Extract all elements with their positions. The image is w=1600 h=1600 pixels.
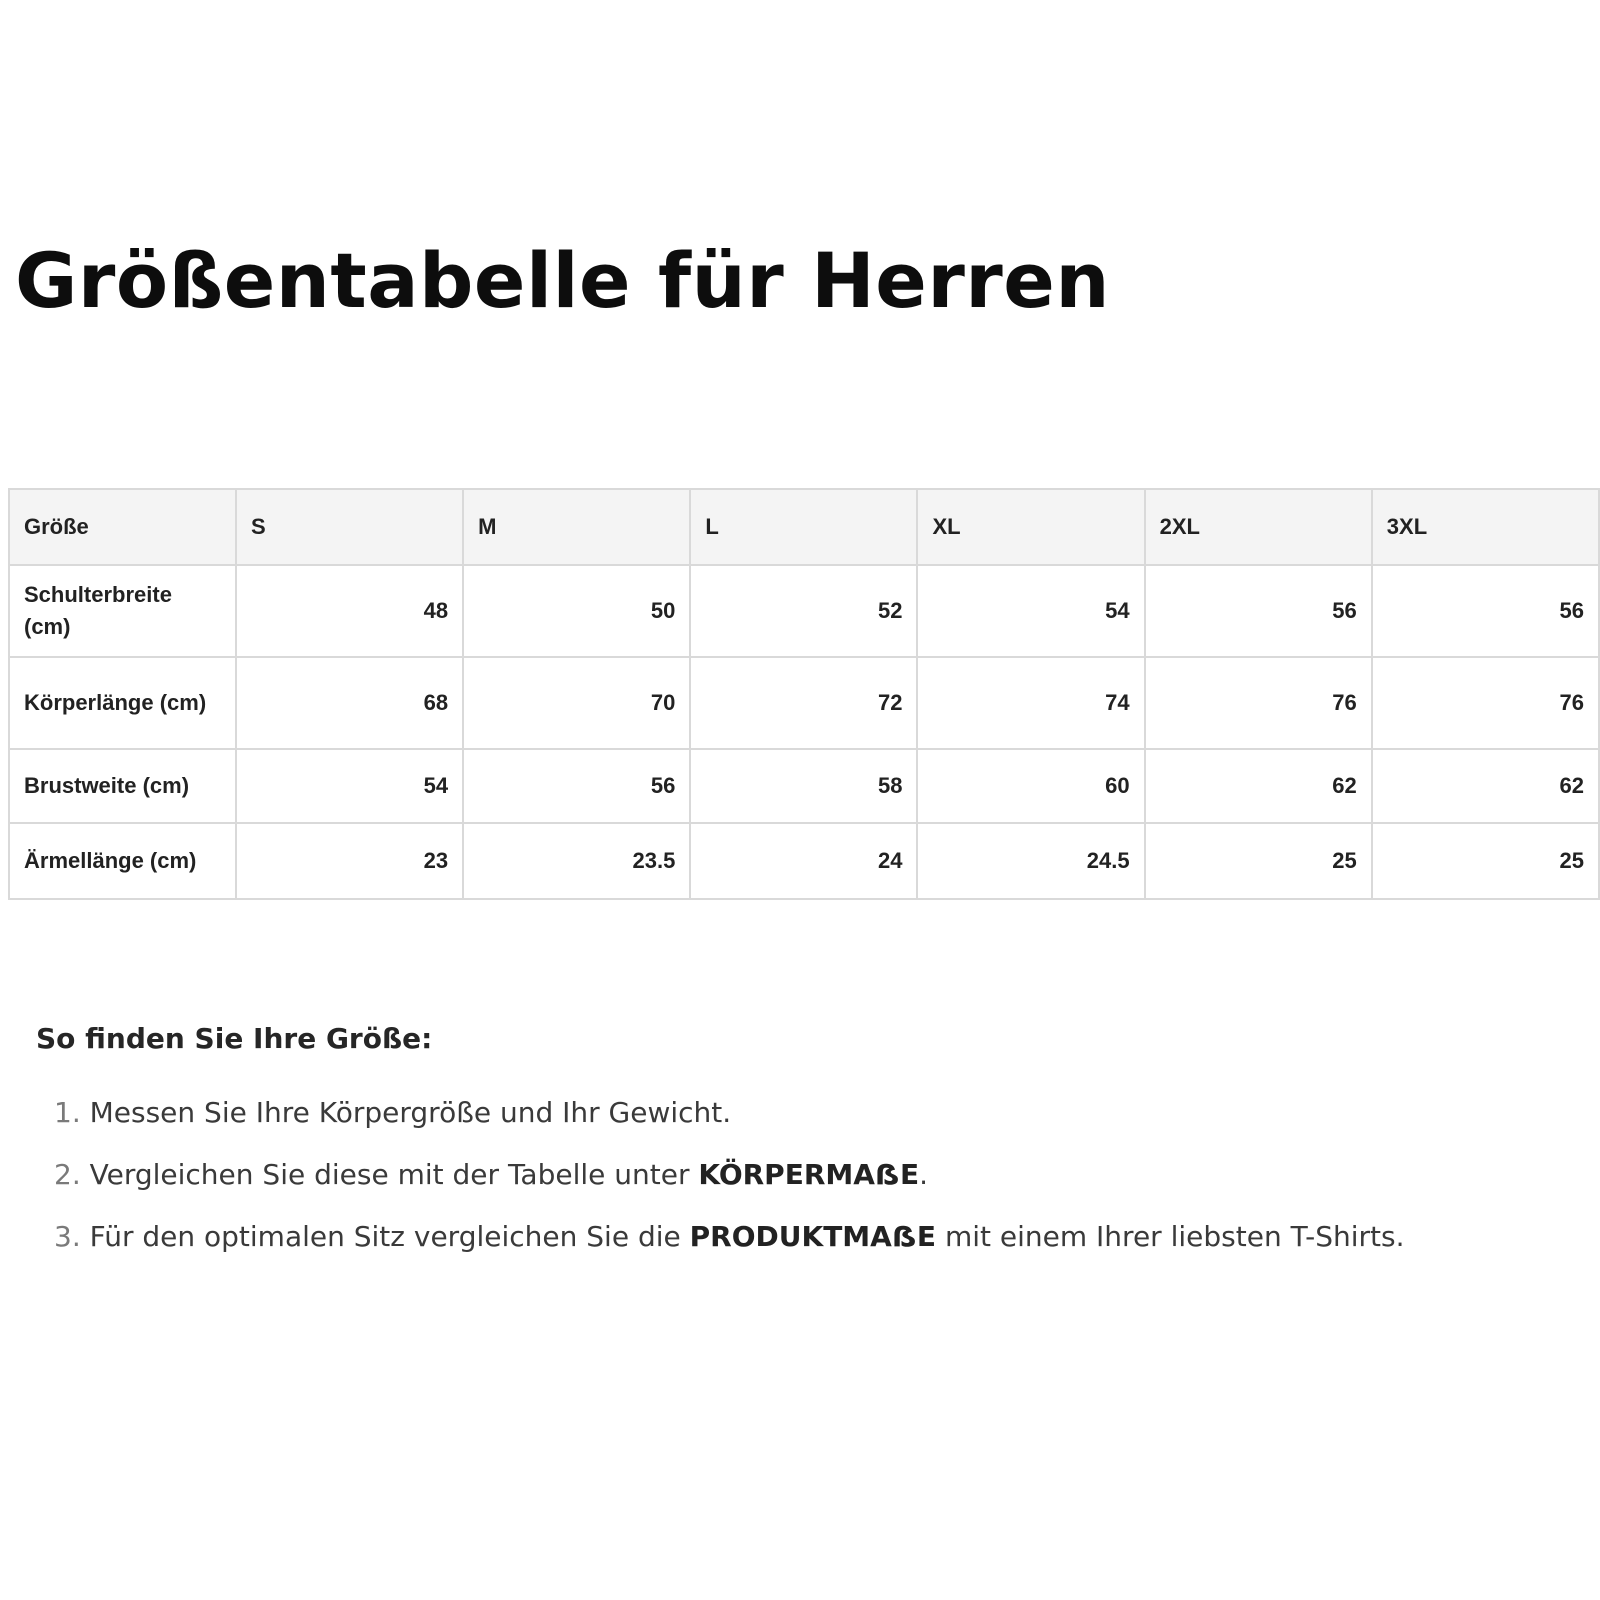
header-size-m: M [463, 489, 690, 565]
table-cell: 50 [463, 565, 690, 657]
table-cell: 70 [463, 657, 690, 749]
table-cell: 76 [1145, 657, 1372, 749]
table-header-row [9, 489, 1599, 565]
header-size-s: S [236, 489, 463, 565]
table-row-shoulder-width [9, 565, 1599, 657]
table-cell: 76 [1372, 657, 1599, 749]
step-number: 2. [54, 1158, 81, 1191]
table-row-sleeve-length [9, 823, 1599, 899]
table-cell: 23 [236, 823, 463, 899]
guide-heading: So finden Sie Ihre Größe: [36, 1022, 433, 1055]
table-cell: 56 [463, 749, 690, 823]
table-cell: 25 [1145, 823, 1372, 899]
table-cell: 74 [917, 657, 1144, 749]
table-cell: 52 [690, 565, 917, 657]
header-size-3xl: 3XL [1372, 489, 1599, 565]
step-text-end: mit einem Ihrer liebsten T-Shirts. [936, 1220, 1405, 1253]
header-size-l: L [690, 489, 917, 565]
guide-steps-list [54, 1096, 1405, 1282]
table-cell: 62 [1145, 749, 1372, 823]
table-cell: 23.5 [463, 823, 690, 899]
header-size-2xl: 2XL [1145, 489, 1372, 565]
header-size-label: Größe [9, 489, 236, 565]
guide-step [54, 1096, 1405, 1158]
page-title: Größentabelle für Herren [15, 236, 1110, 325]
size-table [8, 488, 1600, 900]
step-text-end: . [919, 1158, 929, 1191]
table-cell: 72 [690, 657, 917, 749]
table-cell: 56 [1145, 565, 1372, 657]
step-text: Vergleichen Sie diese mit der Tabelle unter [89, 1158, 699, 1191]
table-cell: 56 [1372, 565, 1599, 657]
table-cell: 60 [917, 749, 1144, 823]
table-cell: 54 [917, 565, 1144, 657]
step-number: 3. [54, 1220, 81, 1253]
step-text: Messen Sie Ihre Körpergröße und Ihr Gewicht. [89, 1096, 732, 1129]
table-cell: 48 [236, 565, 463, 657]
table-cell: 62 [1372, 749, 1599, 823]
header-size-xl: XL [917, 489, 1144, 565]
table-cell: 54 [236, 749, 463, 823]
table-cell: 25 [1372, 823, 1599, 899]
step-text: Für den optimalen Sitz vergleichen Sie die [89, 1220, 690, 1253]
guide-step [54, 1220, 1405, 1282]
step-emphasis: PRODUKTMAẞE [689, 1220, 937, 1253]
table-row-body-length [9, 657, 1599, 749]
table-cell: 24 [690, 823, 917, 899]
table-row-chest-width [9, 749, 1599, 823]
row-label: Körperlänge (cm) [9, 657, 236, 749]
row-label: Brustweite (cm) [9, 749, 236, 823]
table-cell: 58 [690, 749, 917, 823]
guide-step [54, 1158, 1405, 1220]
row-label: Ärmellänge (cm) [9, 823, 236, 899]
table-cell: 68 [236, 657, 463, 749]
step-emphasis: KÖRPERMAẞE [698, 1158, 920, 1191]
step-number: 1. [54, 1096, 81, 1129]
table-cell: 24.5 [917, 823, 1144, 899]
row-label: Schulterbreite (cm) [9, 565, 236, 657]
